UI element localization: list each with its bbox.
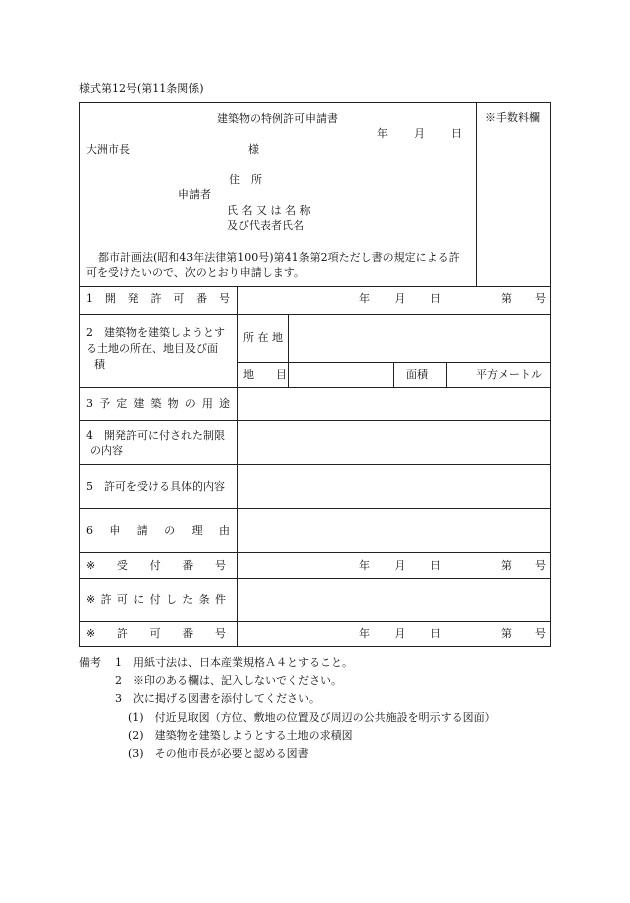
fee-column-label: ※手数料欄 bbox=[485, 111, 540, 124]
permit-number-label: ※ 許 可 番 号 bbox=[86, 627, 226, 640]
issued-permit-date-field: 年 月 日 bbox=[359, 627, 441, 640]
note-2: 2 ※印のある欄は、記入しないでください。 bbox=[115, 674, 342, 687]
note-3: 3 次に掲げる図書を添付してください。 bbox=[115, 692, 320, 705]
issued-permit-number-field: 第 号 bbox=[501, 627, 546, 640]
applicant-name-label: 氏 名 又 は 名 称 bbox=[227, 204, 311, 217]
land-category-label: 地 目 bbox=[243, 368, 287, 381]
application-statement-line1: 都市計画法(昭和43年法律第100号)第41条第2項ただし書の規定による許 bbox=[98, 251, 460, 264]
development-permit-number-label: 1 開 発 許 可 番 号 bbox=[86, 292, 230, 305]
land-location-label-line2: る土地の所在、地目及び面 bbox=[86, 342, 218, 355]
receipt-number-label: ※ 受 付 番 号 bbox=[86, 559, 226, 572]
permit-date-field: 年 月 日 bbox=[359, 292, 441, 305]
representative-name-label: 及び代表者氏名 bbox=[227, 219, 304, 232]
permit-details-label: 5 許可を受ける具体的内容 bbox=[86, 480, 225, 493]
application-reason-label: 6 申 請 の 理 由 bbox=[86, 524, 230, 537]
attachment-2: (2) 建築物を建築しようとする土地の求積図 bbox=[128, 729, 353, 742]
applicant-label: 申請者 bbox=[178, 188, 211, 201]
notes-heading: 備考 bbox=[79, 656, 101, 669]
receipt-number-field: 第 号 bbox=[501, 559, 546, 572]
addressee: 大洲市長 bbox=[86, 143, 130, 156]
building-use-label: 3 予 定 建 築 物 の 用 途 bbox=[86, 397, 230, 410]
area-unit: 平方メートル bbox=[476, 368, 542, 381]
permit-number-field: 第 号 bbox=[501, 292, 546, 305]
note-1: 1 用紙寸法は、日本産業規格Ａ４とすること。 bbox=[115, 656, 353, 669]
permit-conditions-label: ※ 許 可 に 付 し た 条 件 bbox=[86, 593, 226, 606]
application-statement-line2: 可を受けたいので、次のとおり申請します。 bbox=[86, 266, 305, 279]
date-field: 年 月 日 bbox=[377, 127, 462, 140]
location-label: 所 在 地 bbox=[243, 331, 283, 344]
receipt-date-field: 年 月 日 bbox=[359, 559, 441, 572]
form-title: 建築物の特例許可申請書 bbox=[217, 112, 338, 125]
permit-restrictions-label-line2: の内容 bbox=[90, 444, 123, 457]
attachment-3: (3) その他市長が必要と認める図書 bbox=[128, 747, 309, 760]
land-location-label-line1: 2 建築物を建築しようとす bbox=[86, 326, 225, 339]
application-form-table bbox=[79, 102, 551, 647]
permit-restrictions-label-line1: 4 開発許可に付された制限 bbox=[86, 429, 225, 442]
area-label: 面積 bbox=[406, 368, 428, 381]
land-location-label-line3: 積 bbox=[94, 358, 105, 371]
address-label: 住 所 bbox=[229, 173, 262, 186]
form-number: 様式第12号(第11条関係) bbox=[79, 82, 204, 95]
attachment-1: (1) 付近見取図（方位、敷地の位置及び周辺の公共施設を明示する図面） bbox=[128, 711, 496, 724]
honorific: 様 bbox=[248, 143, 259, 156]
